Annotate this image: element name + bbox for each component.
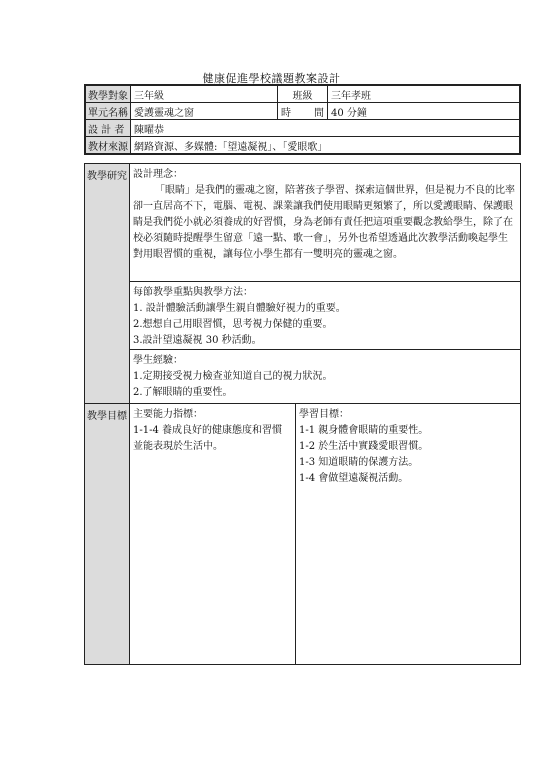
learn-item: 1-1 親身體會眼睛的重要性。: [299, 425, 429, 436]
learn-heading: 學習目標：: [299, 409, 349, 420]
goals-block: [84, 403, 521, 665]
focus-item: 1. 設計體驗活動讓學生親自體驗好視力的重要。: [133, 303, 346, 314]
target-value: 三年級: [131, 86, 278, 103]
teaching-focus-section: [130, 282, 520, 350]
learn-item: 1-4 會做望遠凝視活動。: [299, 473, 409, 484]
class-value: 三年孝班: [328, 86, 520, 103]
focus-heading: 每節教學重點與教學方法：: [133, 287, 253, 298]
learn-item: 1-3 知道眼睛的保護方法。: [299, 457, 419, 468]
research-block: [84, 163, 521, 404]
main-item: 1-1-4 養成良好的健康態度和習慣: [133, 425, 283, 436]
time-value: 40 分鐘: [328, 103, 520, 120]
time-label-1: 時: [281, 107, 291, 119]
experience-item: 1.定期接受視力檢查並知道自己的視力狀況。: [133, 371, 333, 382]
concept-heading: 設計理念：: [133, 169, 183, 180]
source-value: 網路資源、多媒體:「望遠凝視」、「愛眼歌」: [131, 137, 520, 154]
page-title: 健康促進學校議題教案設計: [202, 72, 341, 85]
focus-item: 3.設計望遠凝視 30 秒活動。: [133, 335, 262, 346]
class-label: 班級: [278, 86, 328, 103]
unit-value: 愛護靈魂之窗: [131, 103, 278, 120]
experience-heading: 學生經驗：: [133, 355, 183, 366]
target-label: 教學對象: [86, 86, 131, 103]
concept-text: 「眼睛」是我們的靈魂之窗，陪著孩子學習、探索這個世界，但是視力不良的比率卻一直居高不下，電腦、電視、課業讓我們使用眼睛更頻繁了，所以愛護眼睛、保護眼睛是我們從小就必須養成的好習慣，身為老師有責任把這項重要觀念教給學生，除了在校必須隨時提醒學生留意「遠一點、歌一會」，另外也希望透過此次教學活動喚起學生對用眼習慣的重視，讓每位小學生都有一雙明亮的靈魂之窗。: [133, 185, 515, 260]
main-ability-column: [130, 404, 296, 664]
time-label-2: 間: [314, 107, 324, 119]
experience-item: 2.了解眼睛的重要性。: [133, 387, 233, 398]
unit-label: 單元名稱: [86, 103, 131, 120]
designer-label: 設 計 者: [86, 120, 131, 137]
time-label: [278, 103, 328, 120]
research-label: 教學研究: [85, 164, 130, 403]
focus-item: 2.想想自己用眼習慣，思考視力保健的重要。: [133, 319, 333, 330]
student-experience-section: [130, 350, 520, 405]
learn-item: 1-2 於生活中實踐愛眼習慣。: [299, 441, 429, 452]
design-concept-section: [130, 164, 520, 282]
designer-value: 陳曜恭: [131, 120, 520, 137]
header-table: [84, 84, 521, 155]
source-label: 教材來源: [86, 137, 131, 154]
main-item: 並能表現於生活中。: [133, 441, 223, 452]
goals-label: 教學目標: [85, 404, 130, 664]
main-heading: 主要能力指標：: [133, 409, 203, 420]
learning-goals-column: [296, 404, 520, 664]
